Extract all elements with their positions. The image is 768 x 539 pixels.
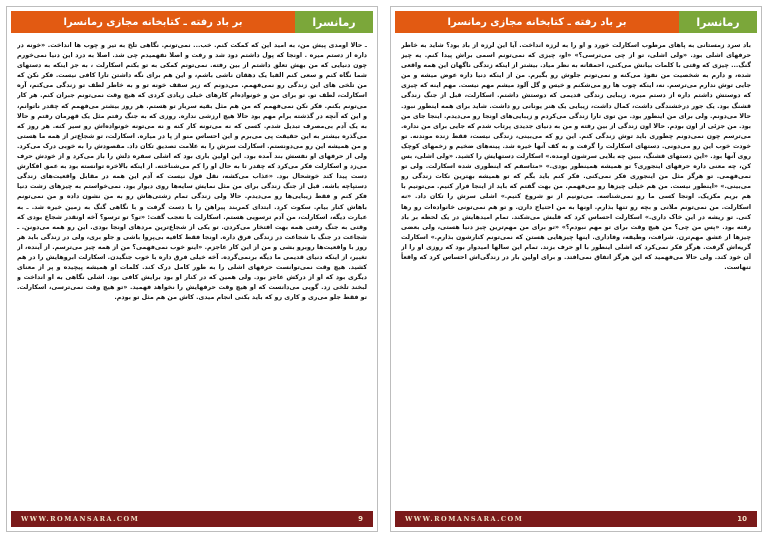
page-header-title: بر باد رفته ـ کتابخانه مجازی رمانسرا bbox=[395, 11, 679, 33]
page-header bbox=[395, 11, 757, 33]
page-number: 9 bbox=[358, 515, 363, 523]
page-right bbox=[390, 6, 762, 532]
brand-label: رمانسرا bbox=[295, 11, 373, 33]
footer-site-url: WWW.ROMANSARA.COM bbox=[21, 515, 140, 523]
body-paragraph: ـ حالا اومدی پیش من، به امید این که کمکت کنم. خب... نمی‌تونم. نگاهی تلخ به تیر و چوب ها انداخت. «خونه در داره از دستم میره . اونجا که پول داشتم دود شد و رفت و اصلا نفهمیدم چی شد. اصلا به درد این دنیا نمی‌خورم چون دنیایی که من بهش تعلق داشتم از بین رفته. نمی‌تونم کمکی به تو بکنم اسکارلت ، به جز اینکه به دستهای شما نگاه کنم و سعی کنم الفبا یک دهقان ناشی باشم، و این هم برای نگه داشتن تارا کافی نیست. فکر نکن که من تلخی های این زندگی رو نمی‌فهمم. می‌دونم که زیر سقف خونه تو و به خاطر لطف تو زندگی می‌کنم، آره اسکارلت، لطف تو. تو برای من و خونواده‌ام کارهای خیلی زیادی کردی که هیچ وقت نمی‌تونم جبران کنم. هر کار می‌تونم بکنم. فکر نکن نمی‌فهمم که من هم مثل بقیه سربار تو هستم. هر روز بیشتر می‌فهمم که چقدر ناتوانم، و این که آنچه در گذشته برام مهم بود حالا هیچ ارزشی نداره. روزی که به جنگ رفتم مثل یک قهرمان رفتم و حالا به یک آدم بی‌مصرف تبدیل شدم. کسی که نه می‌تونه کار کنه و نه می‌تونه خونواده‌اش رو سیر کنه. هر روز که می‌گذره بیشتر به این حقیقت پی می‌برم و این احساس منو از پا در میاره. اسکارلت، تو شجاع‌تر از همه ما هستی و من همیشه این رو می‌دونستم. اسکارلت سرش را به علامت تصدیق تکان داد. مقصودش را به خوبی درک می‌کرد. ولی از حرفهای او نفسش بند آمده بود. این اولین باری بود که اشلی سفره دلش را باز می‌کرد و از خودش حرف می‌زد و اسکارلت فکر می‌کرد که چقدر تا به حال او را کم می‌شناخته. از اینکه بالاخره توانسته بود به عمق افکارش دست پیدا کند خوشحال بود. «عذاب می‌کشه، نقل قول نیست که آدم این همه در مقابل واقعیت‌های زندگی دستپاچه باشه. قبل از جنگ زندگی برای من مثل نمایش سایه‌ها روی دیوار بود. نمی‌خواستم به چیزهای زشت دنیا فکر کنم و فقط زیبایی‌ها رو می‌دیدم. حالا ولی زندگی تمام زشتی‌هاش رو به من نشون داده و من نمی‌تونم باهاش کنار بیام. سکوت کرد. ابتدای کمربند پیراهن را با دست گرفت و با نگاهی گنگ به زمین خیره شد. ـ به عبارت دیگه، اسکارلت، من آدم ترسویی هستم. اسکارلت با تعجب گفت: «تو؟ تو ترسو؟ آخه اونقدر شجاع بودی که وقتی به جنگ رفتی همه بهت افتخار می‌کردن. تو یکی از شجاع‌ترین مردهای اونجا بودی. این رو همه می‌دونن. ـ شجاعت در جنگ با شجاعت در زندگی فرق داره. اونجا فقط کافیه بی‌پروا باشی و جلو بری، ولی در زندگی باید هر روز با واقعیت‌ها روبرو بشی و من از این کار عاجزم. «اینو خوب نمی‌فهمی؟ من از همه چیز می‌ترسم. از آینده، از تغییر، از اینکه دنیای قدیمی ما دیگه برنمی‌گرده. آخه خیلی فرق داره با خوب جنگیدن. اسکارلت ابروهایش را در هم کشید. هیچ وقت نمی‌توانست حرفهای اشلی را به طور کامل درک کند. کلمات او همیشه پیچیده و پر از معنای دیگری بود که او از درکش عاجز بود. ولی همین که در کنار او بود برایش کافی بود. اشلی نگاهی به او انداخت و لبخند تلخی زد. گویی می‌دانست که او هیچ وقت حرفهایش را نخواهد فهمید. «تو هیچ وقت نمی‌ترسی، اسکارلت. تو فقط جلو می‌ری و کاری رو که باید بکنی انجام میدی. کاش من هم مثل تو بودم. bbox=[17, 42, 367, 302]
page-number: 10 bbox=[737, 515, 747, 523]
page-header bbox=[11, 11, 373, 33]
footer-site-url: WWW.ROMANSARA.COM bbox=[405, 515, 524, 523]
brand-label: رمانسرا bbox=[679, 11, 757, 33]
page-body-text bbox=[401, 41, 751, 501]
page-footer bbox=[11, 511, 373, 527]
page-header-title: بر باد رفته ـ کتابخانه مجازی رمانسرا bbox=[11, 11, 295, 33]
page-body-text bbox=[17, 41, 367, 501]
page-footer bbox=[395, 511, 757, 527]
page-left bbox=[6, 6, 378, 532]
body-paragraph: باد سرد زمستانی به پاهای مرطوب اسکارلت خورد و او را به لرزه انداخت. آیا این لرزه از باد بود؟ شاید به خاطر حرفهای اشلی بود. «ولی اشلی، تو از چی می‌ترسی؟» «او، چیزی که نمی‌تونم اسمی براش پیدا کنم. یه چیز گنگ... چیزی که وقتی با کلمات بیانش می‌کنی، احمقانه به نظر میاد. بیشتر از اینکه زندگی ناگهان این همه واقعی شده، و دارم به شخصیت من نفوذ می‌کنه و نمی‌تونم جلوش رو بگیرم. من از اینکه دنیا داره عوض میشه و من جایی توش ندارم می‌ترسم. نه، اینکه چوب ها رو می‌شکنم و خیس و گل آلود میشم مهم نیست. مهم اینه که چیزی که دوستش داشتم داره از دستم میره. زیبایی زندگی قدیمی که دوستش داشتم. اسکارلت، قبل از جنگ زندگی قشنگ بود. یک جور درخشندگی داشت، کمال داشت، زیبایی یک هنر یونانی رو داشت. شاید برای همه اینطور نبود. حالا می‌دونم. ولی برای من اینطور بود. من توی تارا زندگی می‌کردم و زیبایی‌های اونجا رو می‌دیدم. اینجا جای من بود. من جزئی از اون بودم. حالا اون زندگی از بین رفته و من به دنیای جدیدی پرتاب شدم که جایی برای من نداره. می‌ترسم چون نمی‌دونم چطوری باید توش زندگی کنم. این رو که می‌بینی، زندگی نیست، فقط زنده موندنه. تو خودت خوب این رو می‌دونی. دستهای اسکارلت را گرفت و به کف آنها خیره شد. پینه‌های ضخیم و زخمهای کوچک روی آنها بود. «این دستهای قشنگ، ببین چه بلایی سرشون اومده.» اسکارلت دستهایش را کشید. «ولی اشلی، بس کن، چه معنی داره حرفهای اینجوری؟ تو همیشه همینطور بودی.» «متاسفم که اینطوری شده اسکارلت. ولی تو نمی‌فهمی. تو هرگز مثل من اینجوری فکر نمی‌کنی. فکر کنم باید بگم که تو همیشه بهترین نکات زندگی رو می‌بینی.» «اینطور نیست. من هم خیلی چیزها رو می‌فهمم. من بهت گفتم که باید از اینجا فرار کنیم. می‌تونیم با هم بریم مکزیک. اونجا کسی ما رو نمی‌شناسه. می‌تونیم از نو شروع کنیم.» اشلی سرش را تکان داد. «نه اسکارلت. من نمی‌تونم ملانی و بچه رو تنها بذارم. اونها به من احتیاج دارن. و تو هم نمی‌تونی خانواده‌ات رو رها کنی. تو ریشه در این خاک داری.» اسکارلت احساس کرد که قلبش می‌شکند. تمام امیدهایش در یک لحظه بر باد رفته بود. «پس من چی؟ من هیچ وقت برای تو مهم نبودم؟» «تو برای من مهم‌ترین چیز دنیا هستی، ولی بعضی چیزها از عشق مهم‌ترن. شرافت، وظیفه، وفاداری. اینها چیزهایی هستن که نمی‌تونم کنارشون بذارم.» اسکارلت گریه‌اش گرفت. هرگز فکر نمی‌کرد که اشلی اینطور با او حرف بزند. تمام این سالها امیدوار بود که روزی او را از آن خود کند. ولی حالا می‌فهمید که این هرگز اتفاق نمی‌افتد. و برای اولین بار در زندگی‌اش احساس کرد که واقعاً تنهاست. bbox=[401, 42, 751, 272]
